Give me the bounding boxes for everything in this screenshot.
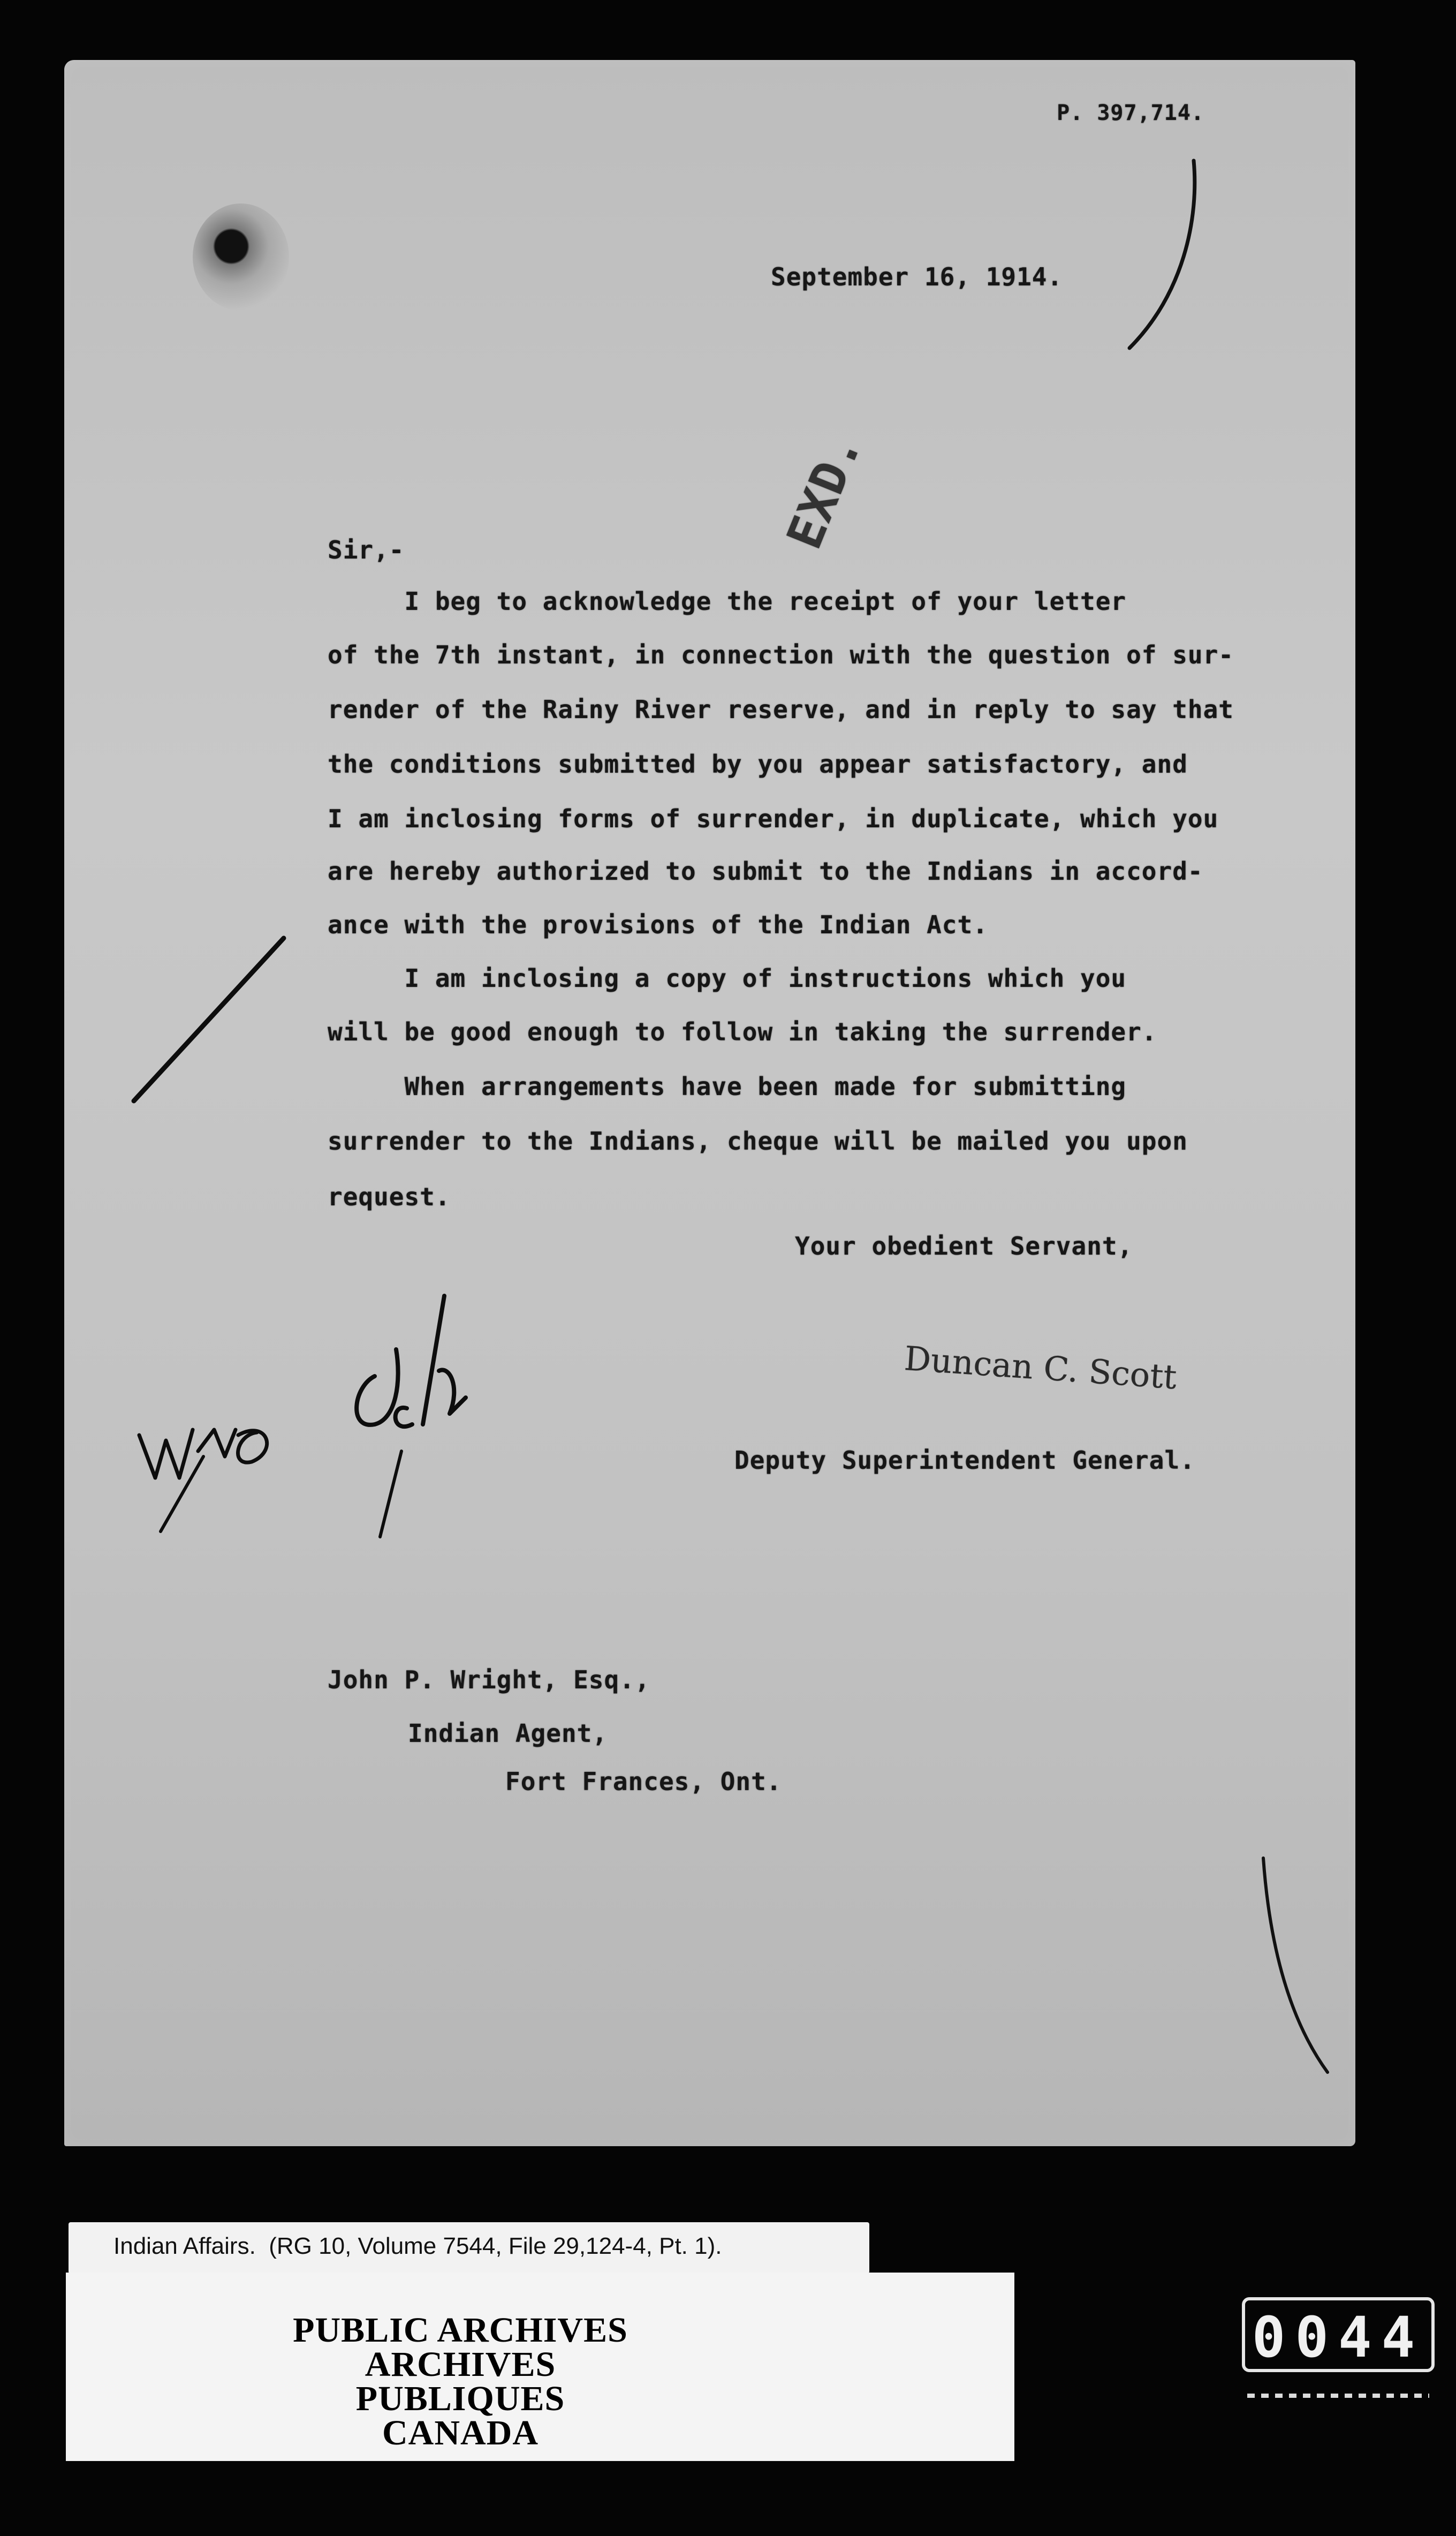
body-line: render of the Rainy River reserve, and in reply to say that [328, 695, 1234, 724]
frame-number: 0044 [1242, 2297, 1435, 2372]
body-line: When arrangements have been made for submitting [328, 1072, 1127, 1101]
exd-stamp: EXD. [776, 426, 873, 557]
body-line: ance with the provisions of the Indian Act. [328, 910, 988, 939]
closing: Your obedient Servant, [795, 1232, 1133, 1261]
signer-title: Deputy Superintendent General. [734, 1446, 1195, 1475]
body-line: are hereby authorized to submit to the Indians in accord- [328, 857, 1203, 886]
body-line: the conditions submitted by you appear satisfactory, and [328, 750, 1188, 779]
archive-line-2: ARCHIVES PUBLIQUES [355, 2345, 565, 2418]
ink-stain [193, 203, 289, 311]
body-line: surrender to the Indians, cheque will be mailed you upon [328, 1127, 1188, 1156]
signature-stamp: Duncan C. Scott [903, 1339, 1178, 1397]
recipient-place: Fort Frances, Ont. [505, 1767, 782, 1796]
body-line: I am inclosing a copy of instructions which you [328, 964, 1127, 993]
salutation: Sir,- [328, 535, 405, 564]
archive-line-1: PUBLIC ARCHIVES [293, 2311, 628, 2350]
body-line: of the 7th instant, in connection with the question of sur- [328, 640, 1234, 669]
letter-date: September 16, 1914. [771, 262, 1063, 291]
body-line: I am inclosing forms of surrender, in duplicate, which you [328, 804, 1219, 833]
initials-dcs [343, 1290, 503, 1548]
film-sprocket-strip [1247, 2394, 1429, 2398]
margin-slash-mark [123, 932, 294, 1108]
archive-line-3: CANADA [382, 2413, 539, 2452]
recipient-name: John P. Wright, Esq., [328, 1665, 650, 1694]
recipient-role: Indian Agent, [408, 1719, 608, 1748]
body-line: will be good enough to follow in taking the surrender. [328, 1017, 1157, 1046]
body-line: I beg to acknowledge the receipt of your letter [328, 587, 1127, 616]
archive-stamp [257, 2313, 664, 2450]
initials-wao [128, 1371, 289, 1542]
file-reference: P. 397,714. [1057, 101, 1204, 125]
pen-stroke-top-right [1119, 155, 1204, 359]
pen-stroke-bottom-right [1253, 1853, 1338, 2078]
body-line: request. [328, 1182, 451, 1211]
archive-citation: Indian Affairs. (RG 10, Volume 7544, File 29,124-4, Pt. 1). [113, 2233, 722, 2259]
